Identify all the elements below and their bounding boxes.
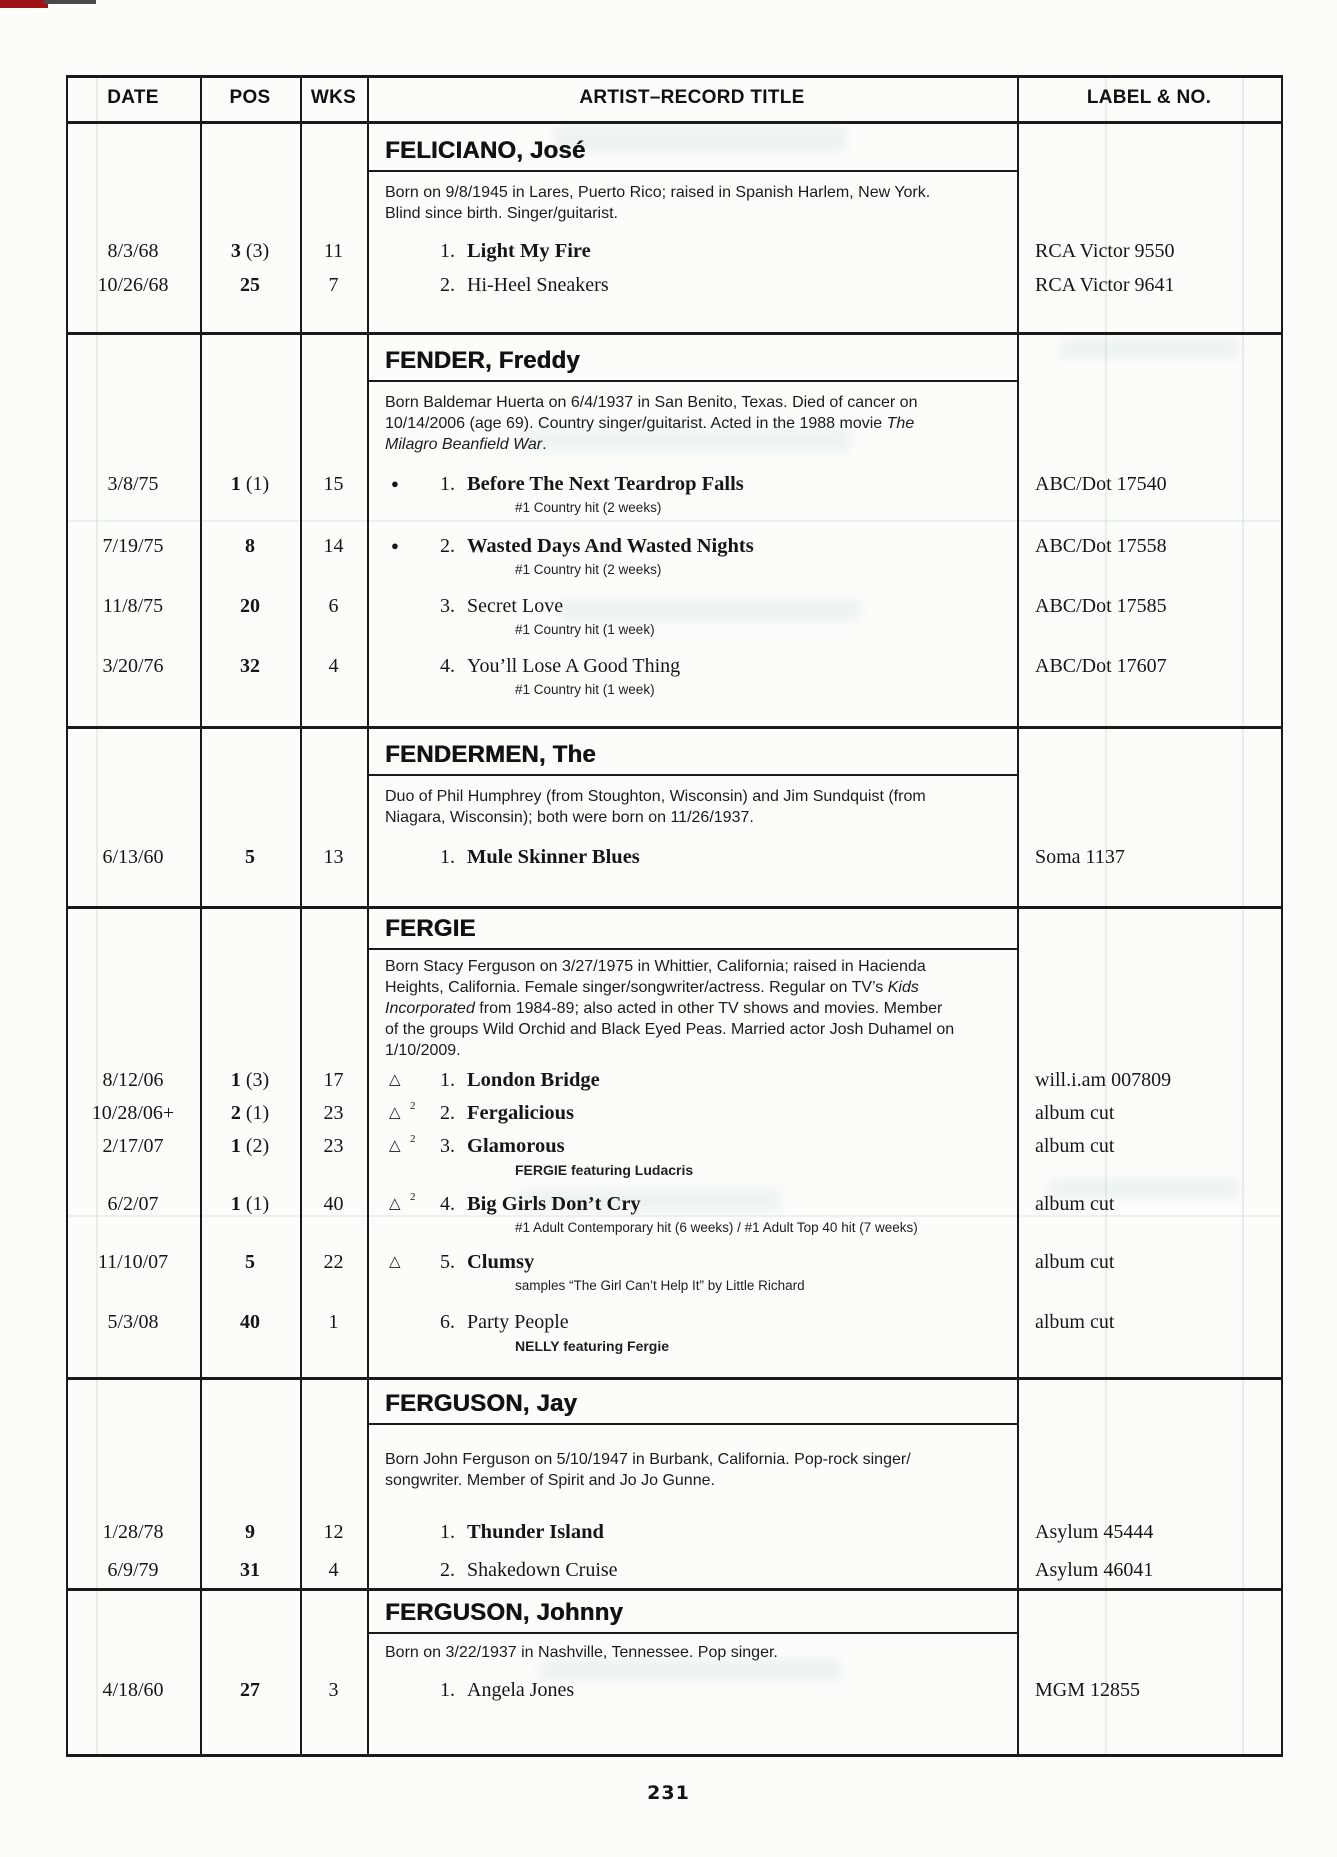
song-row: [66, 1249, 1283, 1275]
song-title: Party People: [467, 1311, 569, 1333]
song-title: You’ll Lose A Good Thing: [467, 655, 681, 677]
peak-position: 9: [245, 1521, 255, 1543]
song-title: Mule Skinner Blues: [467, 846, 640, 868]
peak-weeks-paren: (3): [245, 1069, 270, 1091]
debut-date: 10/28/06+: [91, 1102, 175, 1124]
song-note-row: [66, 1161, 1283, 1179]
peak-position: 2: [230, 1102, 241, 1124]
song-note: samples “The Girl Can’t Help It” by Little Richard: [515, 1278, 805, 1293]
peak-position: 1: [230, 1193, 241, 1215]
song-note-row: [66, 1337, 1283, 1355]
song-number: 2.: [440, 535, 455, 557]
debut-date: 1/28/78: [102, 1521, 164, 1543]
song-title: Wasted Days And Wasted Nights: [467, 535, 754, 557]
peak-position: 25: [240, 274, 260, 296]
record-label-number: album cut: [1035, 1135, 1115, 1157]
platinum-record-icon: △: [389, 1105, 401, 1121]
column-header-wks: WKS: [310, 87, 357, 108]
chart-table: [66, 75, 1283, 1757]
song-row: [66, 1557, 1283, 1583]
artist-section-ferguson-johnny: [66, 1588, 1283, 1766]
platinum-multiplier: 2: [410, 1133, 416, 1145]
debut-date: 8/3/68: [107, 240, 159, 262]
song-note-row: [66, 561, 1283, 579]
artist-name-rule: [367, 774, 1017, 776]
song-title: London Bridge: [467, 1069, 600, 1091]
debut-date: 10/26/68: [97, 274, 169, 296]
debut-date: 3/8/75: [107, 473, 159, 495]
song-note: #1 Country hit (1 week): [515, 622, 655, 637]
song-title: Fergalicious: [467, 1102, 575, 1124]
weeks-charted: 13: [323, 846, 344, 868]
artist-name: FERGIE: [385, 915, 476, 942]
song-row: [66, 1677, 1283, 1703]
song-title: Glamorous: [467, 1135, 565, 1157]
peak-weeks-paren: (1): [245, 1102, 270, 1124]
weeks-charted: 23: [323, 1102, 344, 1124]
peak-position: 20: [240, 595, 260, 617]
artist-name: FELICIANO, José: [385, 137, 586, 164]
song-row: [66, 272, 1283, 298]
artist-name-rule: [367, 1632, 1017, 1634]
song-row: [66, 653, 1283, 679]
song-note: #1 Country hit (1 week): [515, 682, 655, 697]
peak-position: 1: [230, 473, 241, 495]
weeks-charted: 23: [323, 1135, 344, 1157]
debut-date: 4/18/60: [102, 1679, 164, 1701]
song-title: Before The Next Teardrop Falls: [467, 473, 744, 495]
debut-date: 3/20/76: [102, 655, 164, 677]
debut-date: 11/10/07: [97, 1251, 169, 1273]
record-label-number: album cut: [1035, 1102, 1115, 1124]
debut-date: 11/8/75: [102, 595, 164, 617]
scan-edge-dark-mark: [44, 0, 96, 4]
weeks-charted: 40: [323, 1193, 344, 1215]
peak-position: 1: [230, 1069, 241, 1091]
weeks-charted: 22: [323, 1251, 344, 1273]
song-note-row: [66, 1219, 1283, 1237]
peak-position: 1: [230, 1135, 241, 1157]
artist-bio: Born on 9/8/1945 in Lares, Puerto Rico; raised in Spanish Harlem, New York. Blind since birth. Singer/guitarist.: [385, 184, 931, 222]
song-row: [66, 1309, 1283, 1335]
song-row: [66, 593, 1283, 619]
column-header-artist-record-title: ARTIST–RECORD TITLE: [579, 87, 805, 108]
artist-name: FERGUSON, Jay: [385, 1390, 577, 1417]
peak-weeks-paren: (2): [245, 1135, 270, 1157]
peak-position: 32: [240, 655, 260, 677]
debut-date: 7/19/75: [102, 535, 164, 557]
weeks-charted: 1: [328, 1311, 339, 1333]
song-number: 1.: [440, 1679, 455, 1701]
artist-name: FENDER, Freddy: [385, 347, 580, 374]
song-title: Secret Love: [467, 595, 564, 617]
song-number: 3.: [440, 1135, 455, 1157]
peak-position: 3: [230, 240, 241, 262]
artist-name-rule: [367, 1423, 1017, 1425]
peak-weeks-paren: (1): [245, 473, 270, 495]
column-header-pos: POS: [229, 87, 271, 108]
peak-position: 5: [245, 846, 255, 868]
song-note-row: [66, 1277, 1283, 1295]
platinum-multiplier: 2: [410, 1100, 416, 1112]
song-row: [66, 533, 1283, 559]
gold-record-icon: ●: [391, 538, 399, 553]
song-number: 4.: [440, 655, 455, 677]
peak-weeks-paren: (1): [245, 1193, 270, 1215]
peak-position: 31: [240, 1559, 260, 1581]
song-note: #1 Country hit (2 weeks): [515, 562, 662, 577]
page-number: 231: [647, 1782, 690, 1804]
column-header-label-no: LABEL & NO.: [1086, 87, 1212, 108]
featuring-credit: FERGIE featuring Ludacris: [515, 1162, 694, 1178]
song-note: #1 Country hit (2 weeks): [515, 500, 662, 515]
weeks-charted: 11: [323, 240, 344, 262]
platinum-record-icon: △: [389, 1072, 401, 1088]
artist-section-feliciano-jose: [66, 122, 1283, 348]
weeks-charted: 4: [328, 655, 339, 677]
artist-bio: Born John Ferguson on 5/10/1947 in Burbank, California. Pop-rock singer/ songwriter. Member of Spirit and Jo Jo Gunne.: [385, 1451, 911, 1489]
artist-bio: Born Stacy Ferguson on 3/27/1975 in Whittier, California; raised in Hacienda Heights, California. Female singer/songwriter/actress. Regular on TV’s Kids Incorporated from 1984-89; also acted in other TV shows and movies. Member of the groups Wild Orchid and Black Eyed Peas. Married actor Josh Duhamel on 1/10/2009.: [385, 958, 955, 1059]
song-row: [66, 1519, 1283, 1545]
song-number: 4.: [440, 1193, 455, 1215]
artist-name-rule: [367, 948, 1017, 950]
song-number: 2.: [440, 1559, 455, 1581]
record-label-number: ABC/Dot 17607: [1035, 655, 1167, 677]
artist-name: FERGUSON, Johnny: [385, 1599, 623, 1626]
peak-position: 8: [245, 535, 255, 557]
weeks-charted: 12: [323, 1521, 344, 1543]
song-title: Angela Jones: [467, 1679, 575, 1701]
debut-date: 6/9/79: [107, 1559, 159, 1581]
record-label-number: ABC/Dot 17540: [1035, 473, 1167, 495]
platinum-multiplier: 2: [410, 1191, 416, 1203]
artist-section-fendermen: [66, 726, 1283, 922]
song-number: 5.: [440, 1251, 455, 1273]
song-row: [66, 844, 1283, 870]
record-label-number: album cut: [1035, 1311, 1115, 1333]
weeks-charted: 17: [323, 1069, 344, 1091]
song-row: [66, 238, 1283, 264]
song-row: [66, 471, 1283, 497]
song-note: #1 Adult Contemporary hit (6 weeks) / #1 Adult Top 40 hit (7 weeks): [515, 1220, 918, 1235]
artist-section-fender-freddy: [66, 332, 1283, 742]
debut-date: 2/17/07: [102, 1135, 164, 1157]
weeks-charted: 15: [323, 473, 344, 495]
song-title: Clumsy: [467, 1251, 535, 1273]
peak-position: 5: [245, 1251, 255, 1273]
song-title: Big Girls Don’t Cry: [467, 1193, 641, 1215]
weeks-charted: 7: [328, 274, 339, 296]
song-number: 2.: [440, 274, 455, 296]
column-header-date: DATE: [107, 87, 159, 108]
debut-date: 8/12/06: [102, 1069, 164, 1091]
song-number: 3.: [440, 595, 455, 617]
record-label-number: Asylum 45444: [1035, 1521, 1154, 1543]
song-number: 1.: [440, 1069, 455, 1091]
scan-edge-red-mark: [0, 0, 48, 8]
song-title: Thunder Island: [467, 1521, 604, 1543]
debut-date: 6/13/60: [102, 846, 164, 868]
record-label-number: album cut: [1035, 1251, 1115, 1273]
song-number: 6.: [440, 1311, 455, 1333]
song-number: 1.: [440, 1521, 455, 1543]
platinum-record-icon: △: [389, 1254, 401, 1270]
record-label-number: Asylum 46041: [1035, 1559, 1154, 1581]
gold-record-icon: ●: [391, 476, 399, 491]
artist-name: FENDERMEN, The: [385, 741, 596, 768]
song-title: Light My Fire: [467, 240, 591, 262]
artist-name-rule: [367, 170, 1017, 172]
artist-section-fergie: [66, 906, 1283, 1387]
song-row: [66, 1100, 1283, 1126]
weeks-charted: 4: [328, 1559, 339, 1581]
record-label-number: RCA Victor 9641: [1035, 274, 1175, 296]
platinum-record-icon: △: [389, 1138, 401, 1154]
record-label-number: Soma 1137: [1035, 846, 1125, 868]
song-number: 1.: [440, 240, 455, 262]
record-label-number: RCA Victor 9550: [1035, 240, 1175, 262]
song-note-row: [66, 621, 1283, 639]
record-label-number: album cut: [1035, 1193, 1115, 1215]
artist-bio: Duo of Phil Humphrey (from Stoughton, Wisconsin) and Jim Sundquist (from Niagara, Wisconsin); both were born on 11/26/1937.: [385, 788, 926, 826]
record-label-number: will.i.am 007809: [1035, 1069, 1172, 1091]
peak-position: 40: [240, 1311, 260, 1333]
song-row: [66, 1191, 1283, 1217]
artist-section-ferguson-jay: [66, 1377, 1283, 1602]
record-label-number: ABC/Dot 17558: [1035, 535, 1167, 557]
song-number: 1.: [440, 846, 455, 868]
weeks-charted: 6: [328, 595, 339, 617]
record-label-number: ABC/Dot 17585: [1035, 595, 1167, 617]
featuring-credit: NELLY featuring Fergie: [515, 1338, 670, 1354]
song-number: 2.: [440, 1102, 455, 1124]
song-number: 1.: [440, 473, 455, 495]
weeks-charted: 3: [328, 1679, 339, 1701]
song-note-row: [66, 681, 1283, 699]
debut-date: 5/3/08: [107, 1311, 159, 1333]
peak-position: 27: [240, 1679, 260, 1701]
platinum-record-icon: △: [389, 1196, 401, 1212]
weeks-charted: 14: [323, 535, 344, 557]
song-row: [66, 1133, 1283, 1159]
song-title: Hi-Heel Sneakers: [467, 274, 609, 296]
song-title: Shakedown Cruise: [467, 1559, 618, 1581]
artist-name-rule: [367, 380, 1017, 382]
record-label-number: MGM 12855: [1035, 1679, 1141, 1701]
song-note-row: [66, 499, 1283, 517]
artist-bio: Born on 3/22/1937 in Nashville, Tennessee. Pop singer.: [385, 1644, 778, 1661]
song-row: [66, 1067, 1283, 1093]
debut-date: 6/2/07: [107, 1193, 159, 1215]
peak-weeks-paren: (3): [245, 240, 270, 262]
artist-bio: Born Baldemar Huerta on 6/4/1937 in San Benito, Texas. Died of cancer on 10/14/2006 (age 69). Country singer/guitarist. Acted in the 1988 movie The Milagro Beanfield War.: [385, 394, 918, 453]
